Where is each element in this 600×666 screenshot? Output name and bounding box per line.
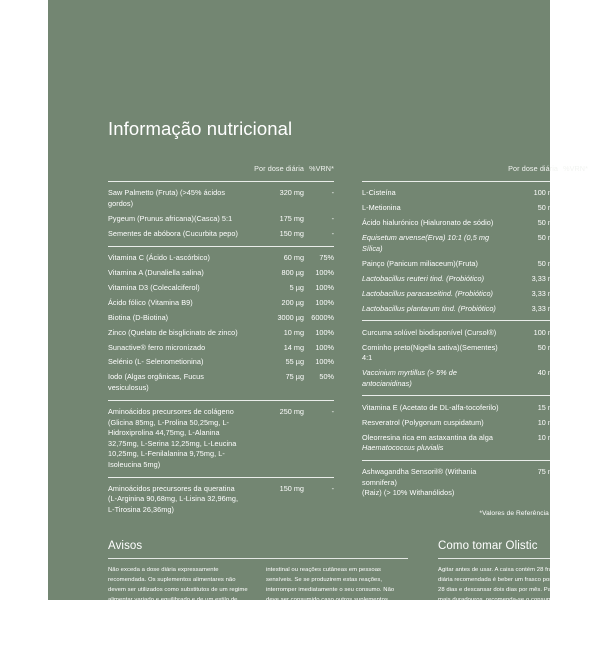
nutrient-vrn: 125%: [569, 402, 588, 412]
nutrient-vrn: 100%: [315, 357, 334, 367]
vrn-footnote: *Valores de Referência do Nutriente: [479, 509, 588, 517]
nutrient-name: Vitamina E (Acetato de DL-alfa-tocoferilo): [362, 402, 499, 412]
table-row: [362, 325, 588, 340]
table-section-divider: [362, 456, 588, 465]
nutrient-name: Aminoácidos precursores da queratina (L-Arginina 90,68mg, L-Lisina 32,96mg, L-Tirosina 26,36mg): [108, 482, 246, 518]
nutrient-vrn: -: [585, 218, 588, 228]
nutrient-name: Oleorresina rica em astaxantina da alga Haematococcus pluvialis: [362, 430, 506, 456]
table-section-divider: [362, 177, 588, 186]
nutrient-dose: 10 mg: [537, 417, 558, 427]
nutrient-dose: 100 mg: [533, 327, 558, 337]
table-body-left: [108, 177, 334, 518]
table-row: [362, 216, 588, 231]
table-row: [362, 340, 588, 366]
bottom-sections: [108, 540, 588, 666]
nutrient-name: Ácido hialurónico (Hialuronato de sódio): [362, 218, 494, 228]
table-body-right: [362, 177, 588, 501]
nutrient-vrn: -: [585, 273, 588, 283]
nutrient-dose: 55 µg: [285, 357, 304, 367]
nutrient-name: Vitamina C (Ácido L-ascórbico): [108, 252, 210, 262]
nutrient-name: Biotina (D-Biotina): [108, 312, 169, 322]
table-row: [362, 231, 588, 257]
nutrient-name: Vaccinium myrtillus (> 5% de antocianidinas): [362, 368, 458, 388]
nutrition-panel: [48, 0, 588, 665]
nutrient-vrn: -: [585, 203, 588, 213]
table-header-row: [362, 162, 588, 177]
nutrient-dose: 3,33 mg: [531, 273, 558, 283]
table-row: [108, 227, 334, 242]
avisos-paragraph-1: Não exceda a dose diária expressamente recomendada. Os suplementos alimentares não devem ser utilizados como substitutos de um regime alimentar variado e equilibrado e de um estilo de vida saudável. Manter fora do alcance das crianças. Não deve ser consumido por crianças e adolescentes menores de 18 anos. Por se tratar de um produto com ingredientes de origem natural, numa percentagem muito limitada de casos pode causar desconforto: [108, 566, 248, 665]
nutrient-name: Iodo (Algas orgânicas, Fucus vesiculosus): [108, 372, 204, 393]
nutrient-name: Pygeum (Prunus africana)(Casca) 5:1: [108, 213, 233, 223]
nutrient-name: Ácido fólico (Vitamina B9): [108, 297, 193, 307]
nutrition-table-right: [362, 162, 588, 501]
nutrient-vrn: -: [585, 467, 588, 477]
table-row: [362, 272, 588, 287]
nutrient-vrn: 100%: [315, 297, 334, 307]
nutrient-name: Cominho preto(Nigella sativa)(Sementes) 4:1: [362, 342, 498, 363]
nutrient-dose: 50 mg: [537, 342, 558, 352]
col-header-blank: [362, 162, 506, 177]
nutrient-vrn: -: [585, 188, 588, 198]
nutrient-name: L-Metionina: [362, 203, 401, 213]
table-row: [362, 465, 588, 501]
nutrient-vrn: -: [585, 417, 588, 427]
table-row: [108, 281, 334, 296]
nutrient-dose: 75 µg: [285, 372, 304, 382]
table-row: [108, 310, 334, 325]
nutrient-name: Equisetum arvense(Erva) 10:1 (0,5 mg Sílica): [362, 233, 490, 253]
nutrient-name: Curcuma solúvel biodisponível (Cursol®): [362, 327, 497, 337]
como-tomar-divider: [438, 558, 588, 559]
nutrient-dose: 50 mg: [537, 203, 558, 213]
nutrient-vrn: -: [331, 406, 334, 416]
nutrient-dose: 150 mg: [279, 228, 304, 238]
avisos-title: Avisos: [108, 539, 143, 552]
avisos-section: [108, 540, 408, 666]
table-section-divider: [362, 316, 588, 325]
nutrient-vrn: 50%: [319, 372, 334, 382]
table-row: [108, 251, 334, 266]
nutrient-dose: 10 mg: [283, 327, 304, 337]
nutrient-dose: 100 mg: [533, 188, 558, 198]
nutrient-vrn: -: [331, 483, 334, 493]
table-row: [108, 186, 334, 212]
col-header-dose: Por dose diária: [254, 164, 304, 174]
table-section-divider: [362, 391, 588, 400]
nutrient-vrn: 6000%: [311, 312, 334, 322]
nutrient-dose: 250 mg: [279, 406, 304, 416]
nutrient-dose: 60 mg: [283, 252, 304, 262]
table-row: [362, 186, 588, 201]
avisos-divider: [108, 558, 408, 559]
nutrient-vrn: -: [331, 188, 334, 198]
table-row: [108, 340, 334, 355]
nutrient-dose: 40 mg: [537, 368, 558, 378]
nutrient-vrn: -: [585, 288, 588, 298]
nutrient-dose: 10 mg: [537, 432, 558, 442]
nutrient-dose: 3,33 mg: [531, 288, 558, 298]
nutrient-name: Aminoácidos precursores de colágeno (Glicina 85mg, L-Prolina 50,25mg, L-Hidroxiprolina 44,75mg, L-Alanina 32,75mg, L-Serina 12,25mg, L-Leucina 10,25mg, L-Fenilalanina 9,75mg, L-Isoleucina 5mg): [108, 405, 246, 473]
nutrient-vrn: 75%: [319, 252, 334, 262]
table-row: [362, 430, 588, 456]
nutrition-tables: [108, 162, 588, 518]
nutrient-vrn: -: [585, 368, 588, 378]
table-section-divider: [108, 242, 334, 251]
table-row: [362, 257, 588, 272]
nutrient-name: L-Cisteína: [362, 188, 396, 198]
nutrition-table-right-column: [362, 162, 588, 517]
como-tomar-section: [438, 540, 588, 626]
nutrient-vrn: -: [585, 432, 588, 442]
nutrient-name: Vitamina D3 (Colecalciferol): [108, 282, 200, 292]
nutrient-name: Lactobacillus reuteri tind. (Probiótico): [362, 273, 485, 283]
nutrient-vrn: 100%: [315, 342, 334, 352]
table-row: [108, 370, 334, 396]
panel-inner: [108, 118, 588, 666]
nutrient-name: Lactobacillus paracaseitind. (Probiótico): [362, 288, 494, 298]
nutrient-vrn: -: [585, 327, 588, 337]
table-row: [362, 415, 588, 430]
table-row: [108, 355, 334, 370]
table-head-left: [108, 162, 334, 177]
table-row: [108, 405, 334, 473]
nutrient-dose: 5 µg: [289, 282, 304, 292]
page-title: Informação nutricional: [108, 118, 293, 139]
nutrient-dose: 320 mg: [279, 188, 304, 198]
table-row: [108, 212, 334, 227]
table-row: [362, 301, 588, 316]
nutrition-table-left-column: [108, 162, 334, 518]
nutrient-vrn: 100%: [315, 282, 334, 292]
table-row: [362, 400, 588, 415]
avisos-paragraph-2: intestinal ou reações cutâneas em pessoas sensíveis. Se se produzirem estas reações, interromper imediatamente o seu consumo. Não deve ser consumido caso outros suplementos alimentares que contêm ésteres de astaxantina forem consumidos no mesmo dia. Consulte o seu médico ou farmacêutico se estiver em tratamento com medicamentos. Não se recomenda a sua utilização em pessoas submetidas a tratamentos anticoagulantes.: [266, 566, 398, 665]
nutrient-dose: 15 mg: [537, 402, 558, 412]
como-tomar-title: Como tomar Olistic: [438, 539, 538, 552]
nutrient-vrn: 100%: [315, 267, 334, 277]
nutrient-name: Ashwagandha Sensoril® (Withania somnifera) (Raiz) (> 10% Withanólidos): [362, 465, 506, 501]
table-head-right: [362, 162, 588, 177]
nutrient-name: Zinco (Quelato de bisglicinato de zinco): [108, 327, 238, 337]
table-row: [108, 295, 334, 310]
nutrient-dose: 14 mg: [283, 342, 304, 352]
table-section-divider: [108, 473, 334, 482]
table-row: [108, 482, 334, 518]
nutrient-vrn: -: [585, 303, 588, 313]
nutrient-detail: Haematococcus pluvialis: [362, 443, 444, 453]
nutrient-name: Lactobacillus plantarum tind. (Probiótico): [362, 303, 496, 313]
table-row: [362, 201, 588, 216]
table-section-divider: [108, 177, 334, 186]
col-header-dose: Por dose diária: [508, 164, 558, 174]
col-header-vrn: %VRN*: [309, 164, 334, 174]
nutrient-dose: 3000 µg: [277, 312, 304, 322]
nutrient-vrn: -: [585, 258, 588, 268]
nutrient-dose: 800 µg: [281, 267, 304, 277]
nutrient-dose: 150 mg: [279, 483, 304, 493]
table-header-row: [108, 162, 334, 177]
nutrient-dose: 50 mg: [537, 218, 558, 228]
table-row: [108, 266, 334, 281]
nutrient-dose: 200 µg: [281, 297, 304, 307]
nutrient-dose: 175 mg: [279, 213, 304, 223]
nutrient-vrn: -: [585, 342, 588, 352]
nutrient-name: Painço (Panicum miliaceum)(Fruta): [362, 258, 478, 268]
nutrition-table-left: [108, 162, 334, 518]
nutrient-name: Selénio (L- Selenometionina): [108, 357, 204, 367]
nutrient-dose: 50 mg: [537, 233, 558, 243]
nutrient-vrn: 100%: [315, 327, 334, 337]
nutrient-name: Sunactive® ferro micronizado: [108, 342, 206, 352]
table-section-divider: [108, 396, 334, 405]
table-row: [362, 366, 588, 392]
table-row: [362, 286, 588, 301]
nutrient-dose: 50 mg: [537, 258, 558, 268]
nutrient-vrn: -: [331, 213, 334, 223]
table-row: [108, 325, 334, 340]
avisos-body: [108, 565, 408, 666]
nutrient-detail: (Raiz) (> 10% Withanólidos): [362, 488, 455, 498]
nutrient-dose: 3,33 mg: [531, 303, 558, 313]
nutrient-dose: 75 mg: [537, 467, 558, 477]
col-header-vrn: %VRN*: [563, 164, 588, 174]
nutrient-detail: (L-Arginina 90,68mg, L-Lisina 32,96mg, L-Tirosina 26,36mg): [108, 494, 239, 514]
nutrient-vrn: -: [331, 228, 334, 238]
nutrient-vrn: -: [585, 233, 588, 243]
nutrient-detail: (Glicina 85mg, L-Prolina 50,25mg, L-Hidroxiprolina 44,75mg, L-Alanina 32,75mg, L-Serina 12,25mg, L-Leucina 10,25mg, L-Fenilalanina 9,75mg, L-Isoleucina 5mg): [108, 417, 237, 469]
nutrient-name: Vitamina A (Dunaliella salina): [108, 267, 204, 277]
nutrient-name: Saw Palmetto (Fruta) (>45% ácidos gordos): [108, 188, 226, 208]
nutrient-name: Resveratrol (Polygonum cuspidatum): [362, 417, 484, 427]
nutrient-name: Sementes de abóbora (Cucurbita pepo): [108, 228, 238, 238]
col-header-blank: [108, 162, 246, 177]
como-tomar-paragraph: Agitar antes de usar. A caixa contém 28 frascos. A dose diária recomendada é beber um frasco por dia durante 28 dias e descansar dois dias por mês. Para resultados mais duradouros, recomenda-se o consumo regular. Recomenda-se tomar após o pequeno-almoço ou almoço. Conservar num local fresco e seco.: [438, 566, 586, 624]
